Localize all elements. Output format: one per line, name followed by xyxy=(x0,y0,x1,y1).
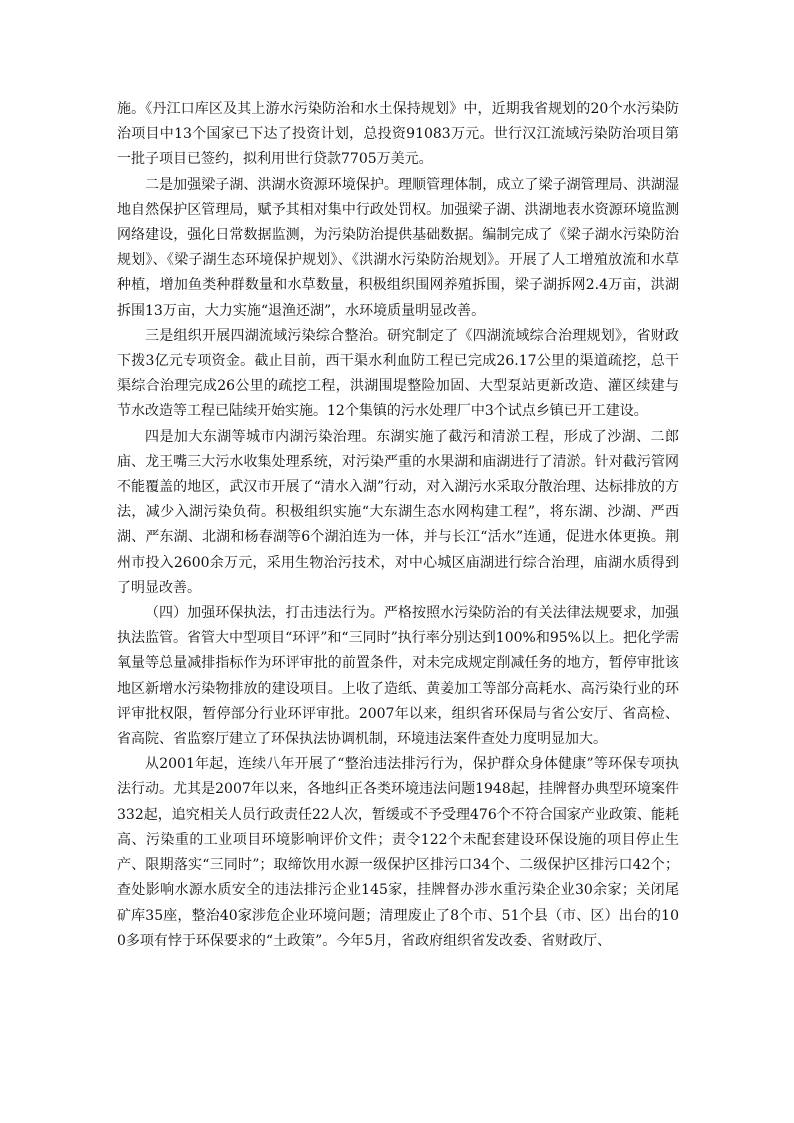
paragraph-liangzi-honghu-protection: 二是加强梁子湖、洪湖水资源环境保护。理顺管理体制，成立了梁子湖管理局、洪湖湿地自然保护区管理局，赋予其相对集中行政处罚权。加强梁子湖、洪湖地表水资源环境监测网络建设，强化日常数据监测，为污染防治提供基础数据。编制完成了《梁子湖水污染防治规划》、《梁子湖生态环境保护规划》、《洪湖水污染防治规划》。开展了人工增殖放流和水草种植，增加鱼类种群数量和水草数量，积极组织围网养殖拆围，梁子湖拆网2.4万亩，洪湖拆围13万亩，大力实施“退渔还湖”，水环境质量明显改善。 xyxy=(117,176,679,319)
paragraph-sihu-basin-remediation: 三是组织开展四湖流域污染综合整治。研究制定了《四湖流域综合治理规划》，省财政下拨3亿元专项资金。截止目前，西干渠水利血防工程已完成26.17公里的渠道疏挖，总干渠综合治理完成26公里的疏挖工程，洪湖围堤整险加固、大型泵站更新改造、灌区续建与节水改造等工程已陆续开始实施。12个集镇的污水处理厂中3个试点乡镇已开工建设。 xyxy=(117,327,679,420)
paragraph-dan-jiang-kou-plan: 施。《丹江口库区及其上游水污染防治和水土保持规划》中，近期我省规划的20个水污染防治项目中13个国家已下达了投资计划，总投资91083万元。世行汉江流域污染防治项目第一批子项目已签约，拟利用世行贷款7705万美元。 xyxy=(117,101,679,168)
paragraph-law-enforcement: （四）加强环保执法，打击违法行为。严格按照水污染防治的有关法律法规要求，加强执法监管。省管大中型项目“环评”和“三同时”执行率分别达到100%和95%以上。把化学需氧量等总量减排指标作为环评审批的前置条件，对未完成规定削减任务的地方，暂停审批该地区新增水污染物排放的建设项目。上收了造纸、黄姜加工等部分高耗水、高污染行业的环评审批权限，暂停部分行业环评审批。2007年以来，组织省环保局与省公安厅、省高检、省高院、省监察厅建立了环保执法协调机制，环境违法案件查处力度明显加大。 xyxy=(117,605,679,748)
paragraph-special-enforcement-actions: 从2001年起，连续八年开展了“整治违法排污行为，保护群众身体健康”等环保专项执法行动。尤其是2007年以来，各地纠正各类环境违法问题1948起，挂牌督办典型环境案件332起，追究相关人员行政责任22人次，暂缓或不予受理476个不符合国家产业政策、能耗高、污染重的工业项目环境影响评价文件；责令122个未配套建设环保设施的项目停止生产、限期落实“三同时”；取缔饮用水源一级保护区排污口34个、二级保护区排污口42个；查处影响水源水质安全的违法排污企业145家，挂牌督办涉水重污染企业30余家；关闭尾矿库35座，整治40家涉危企业环境问题；清理废止了8个市、51个县（市、区）出台的100多项有悖于环保要求的“土政策”。今年5月，省政府组织省发改委、省财政厅、 xyxy=(117,756,679,949)
document-page xyxy=(117,97,679,954)
paragraph-donghu-urban-lake-treatment: 四是加大东湖等城市内湖污染治理。东湖实施了截污和清淤工程，形成了沙湖、二郎庙、龙王嘴三大污水收集处理系统，对污染严重的水果湖和庙湖进行了清淤。针对截污管网不能覆盖的地区，武汉市开展了“清水入湖”行动，对入湖污水采取分散治理、达标排放的方法，减少入湖污染负荷。积极组织实施“大东湖生态水网构建工程”，将东湖、沙湖、严西湖、严东湖、北湖和杨春湖等6个湖泊连为一体，并与长江“活水”连通，促进水体更换。荆州市投入2600余万元，采用生物治污技术，对中心城区庙湖进行综合治理，庙湖水质得到了明显改善。 xyxy=(117,428,679,596)
